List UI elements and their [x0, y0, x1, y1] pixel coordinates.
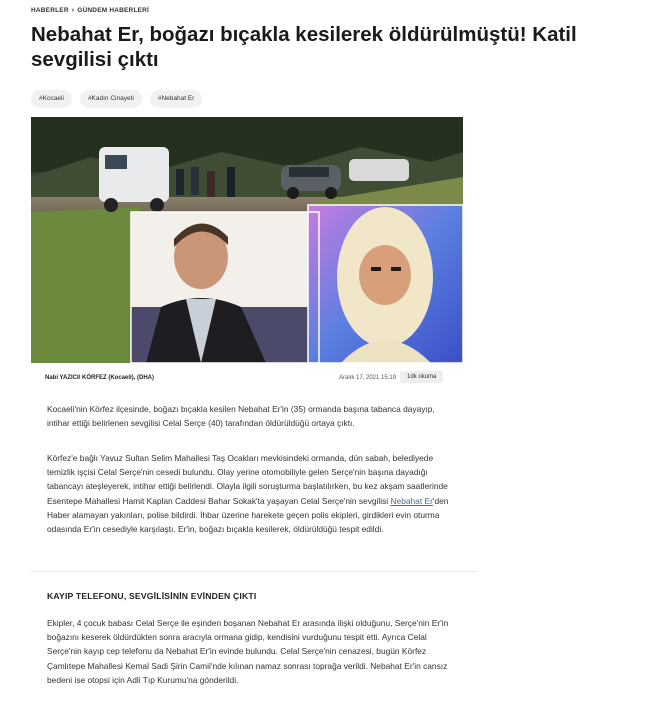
paragraph-2-text-b: 'den Haber alamayan yakınları, polise bildirdi. İhbar üzerine harekete geçen polis ekipleri, girdikleri evin oturma odasında Er'in cesediyle karşılaştı. Er'in, boğazı bıçakla kesilerek, öldürüldüğü tespit edildi. [47, 495, 449, 535]
article-paragraph-1: Kocaeli'nin Körfez ilçesinde, boğazı bıçakla kesilen Nebahat Er'in (35) ormanda başına tabanca dayayıp, intihar ettiği belirlenen sevgilisi Celal Serçe (40) tarafından öldürüldüğü ortaya çıktı. [47, 404, 435, 429]
article-meta [31, 371, 463, 385]
author-byline: Nabi YAZICI/ KÖRFEZ (Kocaeli), (DHA) [45, 375, 155, 381]
section-divider [31, 571, 476, 572]
reading-time-badge: 1dk okuma [400, 371, 443, 383]
breadcrumb-item-gundem[interactable]: GÜNDEM HABERLERİ [77, 7, 150, 14]
breadcrumb-separator-icon: › [71, 7, 75, 14]
tag-list [31, 90, 202, 108]
article-paragraph-3: Ekipler, 4 çocuk babası Celal Serçe ile eşinden boşanan Nebahat Er arasında ilişki olduğunu, Serçe'nin Er'in boğazını keserek öldürdükten sonra aracıyla ormana gidip, kendisini vurduğunu tespit etti. Ayrıca Celal Serçe'nin kayıp cep telefonu da Nebahat Er'in evinde bulundu. Celal Serçe'nin cenazesi, bugün Körfez Çamlıtepe Mahallesi Kemal Sadi Şirin Camii'nde kılınan namaz sonrası toprağa verildi. Nebahat Er'in cansız bedeni ise otopsi için Adli Tıp Kurumu'na gönderildi. [47, 618, 449, 685]
publish-date: Aralık 17, 2021 15:19 [339, 375, 397, 381]
tag-kadin-cinayeti[interactable]: #Kadın Cinayeti [80, 90, 142, 108]
paragraph-2-text-a: Körfez'e bağlı Yavuz Sultan Selim Mahallesi Taş Ocakları mevkisindeki ormanda, dün sabah, belediyede temizlik işçisi Celal Serçe'nin cesedi bulundu. Olay yerine otomobiliyle gelen Serçe'nin başına dayadığı tabancayı ateşleyerek, intihar ettiği belirlendi. Olayla ilgili soruşturma başlatılırken, bu kez akşam saatlerinde Esentepe Mahallesi Hamit Kaplan Caddesi Bahar Sokak'ta yaşayan Celal Serçe'nin sevgilisi [47, 453, 448, 506]
article-paragraph-2 [47, 451, 453, 536]
article-photo [31, 117, 463, 363]
breadcrumb [31, 7, 149, 14]
breadcrumb-item-haberler[interactable]: HABERLER [31, 7, 69, 14]
nebahat-er-link[interactable]: Nebahat Er [390, 495, 433, 506]
tag-kocaeli[interactable]: #Kocaeli [31, 90, 72, 108]
section-subheading: KAYIP TELEFONU, SEVGİLİSİNİN EVİNDEN ÇIKTI [47, 591, 257, 602]
article-title: Nebahat Er, boğazı bıçakla kesilerek öldürülmüştü! Katil sevgilisi çıktı [31, 23, 577, 71]
tag-nebahat-er[interactable]: #Nebahat Er [150, 90, 203, 108]
